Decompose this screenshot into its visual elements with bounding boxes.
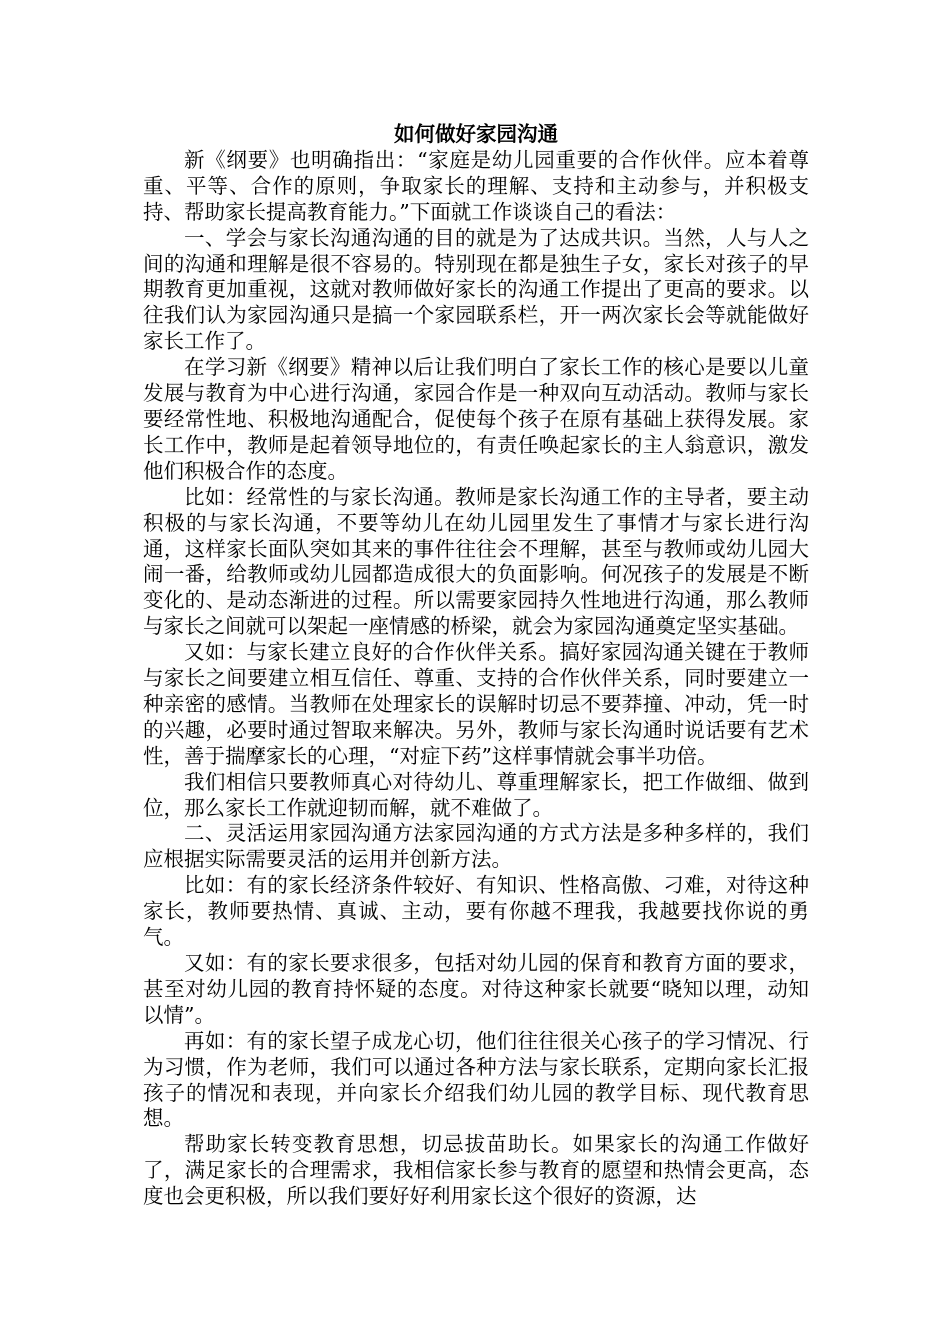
paragraph: 比如：经常性的与家长沟通。教师是家长沟通工作的主导者，要主动积极的与家长沟通，不要等幼儿在幼儿园里发生了事情才与家长进行沟通，这样家长面队突如其来的事件往往会不理解，甚至与教师或幼儿园大闹一番，给教师或幼儿园都造成很大的负面影响。何况孩子的发展是不断变化的、是动态渐进的过程。所以需要家园持久性地进行沟通，那么教师与家长之间就可以架起一座情感的桥梁，就会为家园沟通奠定坚实基础。 — [143, 484, 809, 639]
paragraph: 比如：有的家长经济条件较好、有知识、性格高傲、刁难，对待这种家长，教师要热情、真诚、主动，要有你越不理我，我越要找你说的勇气。 — [143, 873, 809, 950]
paragraph: 又如：与家长建立良好的合作伙伴关系。搞好家园沟通关键在于教师与家长之间要建立相互信任、尊重、支持的合作伙伴关系，同时要建立一种亲密的感情。当教师在处理家长的误解时切忌不要莽撞、冲动，凭一时的兴趣，必要时通过智取来解决。另外，教师与家长沟通时说话要有艺术性，善于揣摩家长的心理，“对症下药”这样事情就会事半功倍。 — [143, 640, 809, 768]
paragraph: 再如：有的家长望子成龙心切，他们往往很关心孩子的学习情况、行为习惯，作为老师，我们可以通过各种方法与家长联系，定期向家长汇报孩子的情况和表现，并向家长介绍我们幼儿园的教学目标、现代教育思想。 — [143, 1028, 809, 1131]
document-body — [143, 122, 809, 1210]
paragraph: 又如：有的家长要求很多，包括对幼儿园的保育和教育方面的要求，甚至对幼儿园的教育持怀疑的态度。对待这种家长就要“晓知以理，动知以情”。 — [143, 951, 809, 1027]
document-title: 如何做好家园沟通 — [394, 122, 558, 146]
paragraph: 一、学会与家长沟通沟通的目的就是为了达成共识。当然，人与人之间的沟通和理解是很不容易的。特别现在都是独生子女，家长对孩子的早期教育更加重视，这就对教师做好家长的沟通工作提出了更高的要求。以往我们认为家园沟通只是搞一个家园联系栏，开一两次家长会等就能做好家长工作了。 — [143, 225, 809, 354]
paragraph: 帮助家长转变教育思想，切忌拔苗助长。如果家长的沟通工作做好了，满足家长的合理需求，我相信家长参与教育的愿望和热情会更高，态度也会更积极，所以我们要好好利用家长这个很好的资源，达 — [143, 1132, 809, 1209]
paragraph: 二、灵活运用家园沟通方法家园沟通的方式方法是多种多样的，我们应根据实际需要灵活的运用并创新方法。 — [143, 821, 809, 872]
paragraph: 我们相信只要教师真心对待幼儿、尊重理解家长，把工作做细、做到位，那么家长工作就迎韧而解，就不难做了。 — [143, 769, 809, 820]
paragraph: 新《纲要》也明确指出：“家庭是幼儿园重要的合作伙伴。应本着尊重、平等、合作的原则，争取家长的理解、支持和主动参与，并积极支持、帮助家长提高教育能力。”下面就工作谈谈自己的看法： — [143, 147, 809, 224]
paragraph: 在学习新《纲要》精神以后让我们明白了家长工作的核心是要以儿童发展与教育为中心进行沟通，家园合作是一种双向互动活动。教师与家长要经常性地、积极地沟通配合，促使每个孩子在原有基础上获得发展。家长工作中，教师是起着领导地位的，有责任唤起家长的主人翁意识，激发他们积极合作的态度。 — [143, 355, 809, 483]
